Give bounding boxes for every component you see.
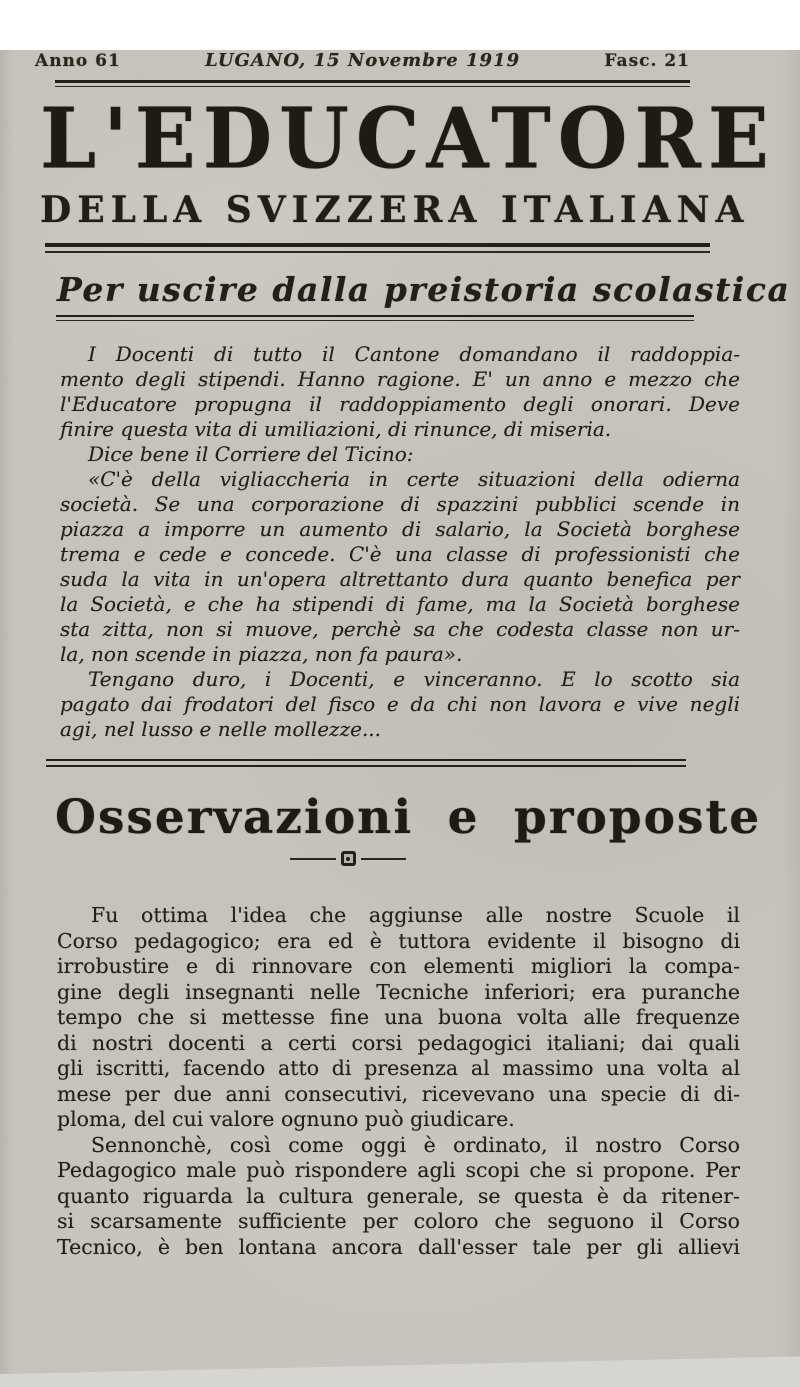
text-line: irrobustire e di rinnovare con elementi migliori la compa-	[57, 954, 740, 978]
text-line: la, non scende in piazza, non fa paura».	[60, 642, 463, 666]
masthead	[40, 89, 776, 231]
text-line: mento degli stipendi. Hanno ragione. E' un anno e mezzo che	[60, 367, 740, 391]
text-line: tempo che si mettesse fine una buona volta alle frequenze	[57, 1005, 740, 1029]
text-line: Tengano duro, i Docenti, e vinceranno. E lo scotto sia	[88, 667, 740, 691]
text-line: finire questa vita di umiliazioni, di rinunce, di miseria.	[60, 417, 612, 441]
article-title-preistoria: Per uscire dalla preistoria scolastica	[57, 270, 791, 309]
article-body-osservazioni	[57, 903, 740, 1260]
journal-title: L'EDUCATORE	[40, 89, 776, 188]
text-line: gli iscritti, facendo atto di presenza al massimo una volta al	[57, 1056, 740, 1080]
text-line: società. Se una corporazione di spazzini pubblici scende in	[60, 492, 740, 516]
paragraph	[57, 903, 740, 1133]
text-line: si scarsamente sufficiente per coloro che seguono il Corso	[57, 1209, 740, 1233]
text-line: Tecnico, è ben lontana ancora dall'esser tale per gli allievi	[57, 1234, 740, 1259]
text-line: l'Educatore propugna il raddoppiamento degli onorari. Deve	[60, 392, 740, 416]
paragraph	[57, 1133, 740, 1261]
text-line: pagato dai frodatori del fisco e da chi non lavora e vive negli	[60, 692, 740, 716]
text-line: suda la vita in un'opera altrettanto dura quanto benefica per	[60, 567, 740, 591]
text-line: Fu ottima l'idea che aggiunse alle nostre Scuole il	[91, 903, 740, 927]
masthead-rule	[45, 243, 710, 253]
place-date-label: LUGANO, 15 Novembre 1919	[205, 50, 521, 71]
text-line: Corso pedagogico; era ed è tuttora evidente il bisogno di	[57, 928, 740, 953]
text-line: ploma, del cui valore ognuno può giudicare.	[57, 1107, 515, 1131]
text-line: quanto riguarda la cultura generale, se questa è da ritener-	[57, 1183, 740, 1208]
ornament-square-icon	[341, 851, 356, 866]
header-rule	[55, 80, 690, 87]
section-ornament	[290, 851, 406, 866]
text-line: trema e cede e concede. C'è una classe di professionisti che	[60, 542, 740, 566]
article-title-underline	[56, 315, 694, 321]
scanned-journal-page	[0, 50, 800, 1387]
paragraph	[60, 667, 740, 742]
article-title-osservazioni: Osservazioni e proposte	[55, 790, 762, 845]
text-line: «C'è della vigliaccheria in certe situazioni della odierna	[88, 467, 740, 491]
text-line: gine degli insegnanti nelle Tecniche inferiori; era puranche	[57, 979, 740, 1004]
page-bottom-edge	[0, 1353, 800, 1387]
text-line: Pedagogico male può rispondere agli scopi che si propone. Per	[57, 1158, 740, 1182]
text-line: Sennonchè, così come oggi è ordinato, il nostro Corso	[91, 1132, 740, 1157]
paragraph	[60, 467, 740, 667]
text-line: mese per due anni consecutivi, ricevevano una specie di di-	[57, 1081, 740, 1106]
year-label: Anno 61	[35, 51, 121, 71]
article-body-preistoria	[60, 342, 740, 742]
paragraph	[60, 342, 740, 442]
text-line: Dice bene il Corriere del Ticino:	[88, 442, 414, 466]
text-line: piazza a imporre un aumento di salario, la Società borghese	[60, 517, 740, 541]
text-line: agi, nel lusso e nelle mollezze...	[60, 717, 382, 741]
text-line: di nostri docenti a certi corsi pedagogici italiani; dai quali	[57, 1030, 740, 1055]
page-header	[35, 50, 690, 71]
text-line: I Docenti di tutto il Cantone domandano il raddoppia-	[88, 342, 740, 366]
journal-subtitle: DELLA SVIZZERA ITALIANA	[40, 189, 750, 231]
ornament-dash-right	[361, 858, 407, 860]
ornament-dash-left	[290, 858, 336, 860]
paragraph	[60, 442, 740, 467]
fascicle-label: Fasc. 21	[604, 51, 690, 71]
text-line: sta zitta, non si muove, perchè sa che codesta classe non ur-	[60, 617, 740, 641]
text-line: la Società, e che ha stipendi di fame, ma la Società borghese	[60, 592, 740, 616]
section-divider-rule	[46, 759, 686, 767]
